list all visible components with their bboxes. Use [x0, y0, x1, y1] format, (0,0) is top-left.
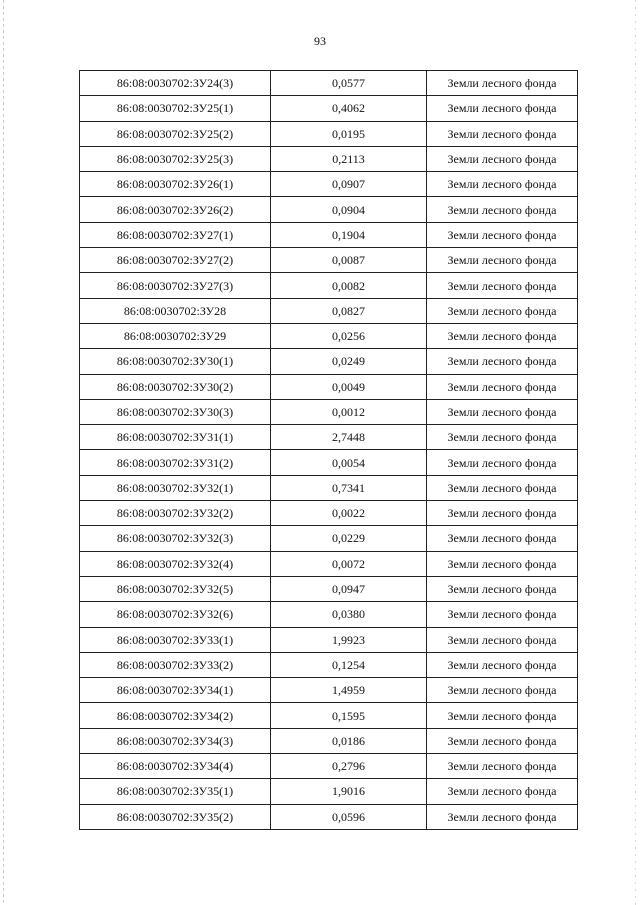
area-cell: 0,0082	[271, 273, 427, 298]
land-category-cell: Земли лесного фонда	[427, 576, 578, 601]
table-row	[80, 96, 578, 121]
area-cell: 0,0577	[271, 71, 427, 96]
land-category-cell: Земли лесного фонда	[427, 602, 578, 627]
cadastral-number-cell: 86:08:0030702:ЗУ26(2)	[80, 197, 271, 222]
area-cell: 0,0186	[271, 728, 427, 753]
area-cell: 0,1254	[271, 652, 427, 677]
land-category-cell: Земли лесного фонда	[427, 425, 578, 450]
cadastral-number-cell: 86:08:0030702:ЗУ32(4)	[80, 551, 271, 576]
table-row	[80, 576, 578, 601]
cadastral-number-cell: 86:08:0030702:ЗУ26(1)	[80, 172, 271, 197]
table-row	[80, 146, 578, 171]
land-category-cell: Земли лесного фонда	[427, 526, 578, 551]
area-cell: 0,0054	[271, 450, 427, 475]
cadastral-number-cell: 86:08:0030702:ЗУ31(1)	[80, 425, 271, 450]
land-category-cell: Земли лесного фонда	[427, 728, 578, 753]
table-row	[80, 399, 578, 424]
table-row	[80, 804, 578, 829]
table-row	[80, 197, 578, 222]
area-cell: 0,2796	[271, 754, 427, 779]
scan-edge-right	[635, 0, 636, 905]
area-cell: 1,9016	[271, 779, 427, 804]
cadastral-number-cell: 86:08:0030702:ЗУ34(3)	[80, 728, 271, 753]
area-cell: 0,2113	[271, 146, 427, 171]
table-row	[80, 172, 578, 197]
land-category-cell: Земли лесного фонда	[427, 96, 578, 121]
land-category-cell: Земли лесного фонда	[427, 172, 578, 197]
area-cell: 0,0904	[271, 197, 427, 222]
cadastral-number-cell: 86:08:0030702:ЗУ27(3)	[80, 273, 271, 298]
land-category-cell: Земли лесного фонда	[427, 146, 578, 171]
table-row	[80, 779, 578, 804]
cadastral-number-cell: 86:08:0030702:ЗУ25(3)	[80, 146, 271, 171]
cadastral-number-cell: 86:08:0030702:ЗУ30(3)	[80, 399, 271, 424]
table-row	[80, 222, 578, 247]
table-row	[80, 349, 578, 374]
table-row	[80, 248, 578, 273]
land-parcels-table	[79, 70, 578, 830]
page-number: 93	[314, 34, 326, 48]
table-row	[80, 425, 578, 450]
area-cell: 1,9923	[271, 627, 427, 652]
cadastral-number-cell: 86:08:0030702:ЗУ27(1)	[80, 222, 271, 247]
table-row	[80, 551, 578, 576]
area-cell: 0,0012	[271, 399, 427, 424]
area-cell: 2,7448	[271, 425, 427, 450]
area-cell: 0,0072	[271, 551, 427, 576]
cadastral-number-cell: 86:08:0030702:ЗУ35(2)	[80, 804, 271, 829]
land-category-cell: Земли лесного фонда	[427, 323, 578, 348]
land-category-cell: Земли лесного фонда	[427, 248, 578, 273]
area-cell: 0,0256	[271, 323, 427, 348]
land-category-cell: Земли лесного фонда	[427, 652, 578, 677]
cadastral-number-cell: 86:08:0030702:ЗУ28	[80, 298, 271, 323]
land-category-cell: Земли лесного фонда	[427, 804, 578, 829]
cadastral-number-cell: 86:08:0030702:ЗУ31(2)	[80, 450, 271, 475]
area-cell: 0,0249	[271, 349, 427, 374]
table-row	[80, 728, 578, 753]
scan-edge-left	[3, 0, 4, 905]
cadastral-number-cell: 86:08:0030702:ЗУ32(1)	[80, 475, 271, 500]
land-category-cell: Земли лесного фонда	[427, 374, 578, 399]
cadastral-number-cell: 86:08:0030702:ЗУ33(2)	[80, 652, 271, 677]
table-row	[80, 298, 578, 323]
land-category-cell: Земли лесного фонда	[427, 450, 578, 475]
cadastral-number-cell: 86:08:0030702:ЗУ32(5)	[80, 576, 271, 601]
area-cell: 0,0195	[271, 121, 427, 146]
table-row	[80, 273, 578, 298]
land-category-cell: Земли лесного фонда	[427, 349, 578, 374]
cadastral-number-cell: 86:08:0030702:ЗУ32(2)	[80, 501, 271, 526]
cadastral-number-cell: 86:08:0030702:ЗУ35(1)	[80, 779, 271, 804]
area-cell: 0,0087	[271, 248, 427, 273]
area-cell: 0,0049	[271, 374, 427, 399]
land-category-cell: Земли лесного фонда	[427, 298, 578, 323]
area-cell: 0,0827	[271, 298, 427, 323]
table-row	[80, 627, 578, 652]
cadastral-number-cell: 86:08:0030702:ЗУ29	[80, 323, 271, 348]
cadastral-number-cell: 86:08:0030702:ЗУ34(2)	[80, 703, 271, 728]
area-cell: 0,0229	[271, 526, 427, 551]
area-cell: 0,0596	[271, 804, 427, 829]
table-row	[80, 652, 578, 677]
cadastral-number-cell: 86:08:0030702:ЗУ30(2)	[80, 374, 271, 399]
land-category-cell: Земли лесного фонда	[427, 121, 578, 146]
land-category-cell: Земли лесного фонда	[427, 779, 578, 804]
area-cell: 1,4959	[271, 678, 427, 703]
land-category-cell: Земли лесного фонда	[427, 551, 578, 576]
area-cell: 0,1904	[271, 222, 427, 247]
area-cell: 0,0022	[271, 501, 427, 526]
cadastral-number-cell: 86:08:0030702:ЗУ30(1)	[80, 349, 271, 374]
land-category-cell: Земли лесного фонда	[427, 678, 578, 703]
cadastral-number-cell: 86:08:0030702:ЗУ25(1)	[80, 96, 271, 121]
table-row	[80, 678, 578, 703]
land-category-cell: Земли лесного фонда	[427, 71, 578, 96]
land-category-cell: Земли лесного фонда	[427, 273, 578, 298]
land-category-cell: Земли лесного фонда	[427, 627, 578, 652]
table-row	[80, 374, 578, 399]
table-body	[80, 71, 578, 830]
area-cell: 0,7341	[271, 475, 427, 500]
area-cell: 0,0380	[271, 602, 427, 627]
cadastral-number-cell: 86:08:0030702:ЗУ34(1)	[80, 678, 271, 703]
table-row	[80, 71, 578, 96]
table-row	[80, 501, 578, 526]
table-row	[80, 121, 578, 146]
area-cell: 0,0907	[271, 172, 427, 197]
cadastral-number-cell: 86:08:0030702:ЗУ32(6)	[80, 602, 271, 627]
table-row	[80, 323, 578, 348]
land-category-cell: Земли лесного фонда	[427, 703, 578, 728]
table-row	[80, 450, 578, 475]
land-category-cell: Земли лесного фонда	[427, 754, 578, 779]
table-row	[80, 475, 578, 500]
area-cell: 0,4062	[271, 96, 427, 121]
area-cell: 0,0947	[271, 576, 427, 601]
land-category-cell: Земли лесного фонда	[427, 399, 578, 424]
cadastral-number-cell: 86:08:0030702:ЗУ34(4)	[80, 754, 271, 779]
table-row	[80, 703, 578, 728]
cadastral-number-cell: 86:08:0030702:ЗУ27(2)	[80, 248, 271, 273]
table-row	[80, 602, 578, 627]
cadastral-number-cell: 86:08:0030702:ЗУ24(3)	[80, 71, 271, 96]
area-cell: 0,1595	[271, 703, 427, 728]
cadastral-number-cell: 86:08:0030702:ЗУ32(3)	[80, 526, 271, 551]
land-category-cell: Земли лесного фонда	[427, 475, 578, 500]
cadastral-number-cell: 86:08:0030702:ЗУ33(1)	[80, 627, 271, 652]
table-row	[80, 526, 578, 551]
land-category-cell: Земли лесного фонда	[427, 222, 578, 247]
table-row	[80, 754, 578, 779]
land-category-cell: Земли лесного фонда	[427, 197, 578, 222]
cadastral-number-cell: 86:08:0030702:ЗУ25(2)	[80, 121, 271, 146]
land-category-cell: Земли лесного фонда	[427, 501, 578, 526]
